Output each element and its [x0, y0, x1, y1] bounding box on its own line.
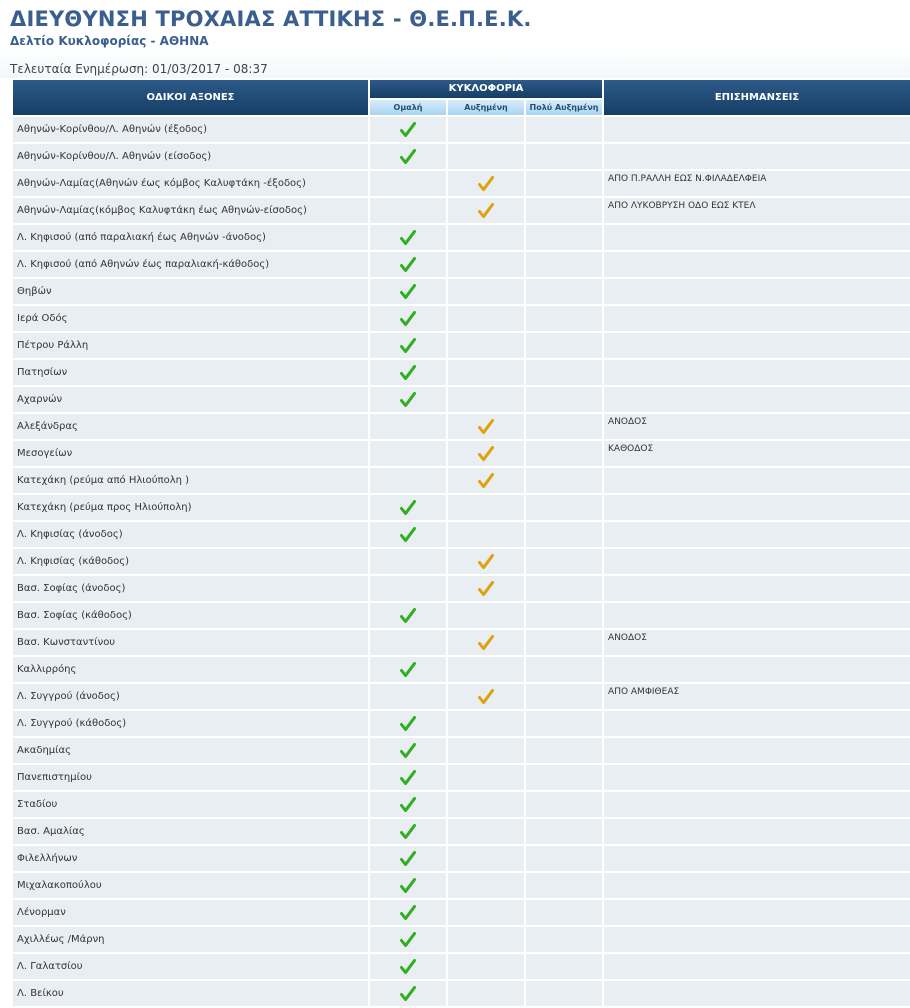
table-row [13, 738, 910, 763]
header-axes: ΟΔΙΚΟΙ ΑΞΟΝΕΣ [13, 80, 368, 115]
page-title: ΔΙΕΥΘΥΝΣΗ ΤΡΟΧΑΙΑΣ ΑΤΤΙΚΗΣ - Θ.Ε.Π.Ε.Κ. [10, 7, 532, 31]
page-subtitle: Δελτίο Κυκλοφορίας - ΑΘΗΝΑ [10, 34, 209, 48]
status-cell [526, 927, 602, 952]
status-cell [526, 468, 602, 493]
status-cell [448, 954, 524, 979]
table-row [13, 684, 910, 709]
status-cell [526, 171, 602, 196]
axis-name: Ιερά Οδός [13, 306, 368, 331]
status-cell [448, 684, 524, 709]
header-traffic: ΚΥΚΛΟΦΟΡΙΑ [370, 80, 602, 98]
note-cell: ΑΠΟ ΛΥΚΟΒΡΥΣΗ ΟΔΟ ΕΩΣ ΚΤΕΛ [604, 198, 910, 223]
green-check-icon [400, 230, 416, 246]
note-cell [604, 549, 910, 574]
note-cell [604, 495, 910, 520]
table-row [13, 495, 910, 520]
axis-name: Αχιλλέως /Μάρνη [13, 927, 368, 952]
axis-name: Λ. Κηφισού (από Αθηνών έως παραλιακή-κάθοδος) [13, 252, 368, 277]
status-cell [526, 792, 602, 817]
status-cell [526, 198, 602, 223]
table-row [13, 414, 910, 439]
status-cell [448, 765, 524, 790]
status-cell [370, 846, 446, 871]
table-row [13, 900, 910, 925]
note-cell [604, 900, 910, 925]
table-row [13, 171, 910, 196]
note-cell [604, 765, 910, 790]
status-cell [448, 252, 524, 277]
status-cell [370, 900, 446, 925]
note-cell: ΑΠΟ Π.ΡΑΛΛΗ ΕΩΣ Ν.ΦΙΛΑΔΕΛΦΕΙΑ [604, 171, 910, 196]
axis-name: Θηβών [13, 279, 368, 304]
table-row [13, 252, 910, 277]
green-check-icon [400, 932, 416, 948]
status-cell [370, 981, 446, 1006]
table-row [13, 630, 910, 655]
table-row [13, 711, 910, 736]
header-status-normal: Ομαλή [370, 100, 446, 115]
status-cell [526, 630, 602, 655]
status-cell [526, 495, 602, 520]
last-updated: Τελευταία Ενημέρωση: 01/03/2017 - 08:37 [10, 62, 268, 76]
orange-check-icon [478, 581, 494, 597]
green-check-icon [400, 500, 416, 516]
status-cell [526, 900, 602, 925]
axis-name: Πατησίων [13, 360, 368, 385]
status-cell [526, 576, 602, 601]
note-cell [604, 927, 910, 952]
note-cell [604, 576, 910, 601]
axis-name: Αθηνών-Κορίνθου/Λ. Αθηνών (είσοδος) [13, 144, 368, 169]
axis-name: Βασ. Σοφίας (κάθοδος) [13, 603, 368, 628]
note-cell [604, 468, 910, 493]
status-cell [448, 738, 524, 763]
table-row [13, 225, 910, 250]
table-row [13, 873, 910, 898]
status-cell [448, 117, 524, 142]
traffic-table [11, 78, 910, 1008]
axis-name: Καλλιρρόης [13, 657, 368, 682]
axis-name: Αχαρνών [13, 387, 368, 412]
header-status-very-increased: Πολύ Αυξημένη [526, 100, 602, 115]
green-check-icon [400, 284, 416, 300]
status-cell [370, 495, 446, 520]
status-cell [448, 225, 524, 250]
table-row [13, 549, 910, 574]
status-cell [448, 981, 524, 1006]
table-row [13, 117, 910, 142]
status-cell [370, 414, 446, 439]
note-cell [604, 657, 910, 682]
status-cell [370, 738, 446, 763]
note-cell: ΑΝΟΔΟΣ [604, 630, 910, 655]
note-cell [604, 603, 910, 628]
status-cell [448, 468, 524, 493]
status-cell [526, 360, 602, 385]
status-cell [370, 198, 446, 223]
table-row [13, 792, 910, 817]
green-check-icon [400, 797, 416, 813]
axis-name: Λ. Κηφισίας (άνοδος) [13, 522, 368, 547]
status-cell [526, 144, 602, 169]
status-cell [448, 198, 524, 223]
status-cell [370, 225, 446, 250]
header-notes: ΕΠΙΣΗΜΑΝΣΕΙΣ [604, 80, 910, 115]
green-check-icon [400, 851, 416, 867]
table-row [13, 657, 910, 682]
status-cell [370, 765, 446, 790]
status-cell [448, 873, 524, 898]
table-row [13, 927, 910, 952]
axis-name: Κατεχάκη (ρεύμα από Ηλιούπολη ) [13, 468, 368, 493]
axis-name: Λ. Βείκου [13, 981, 368, 1006]
orange-check-icon [478, 689, 494, 705]
axis-name: Λένορμαν [13, 900, 368, 925]
axis-name: Βασ. Κωνσταντίνου [13, 630, 368, 655]
green-check-icon [400, 662, 416, 678]
status-cell [526, 711, 602, 736]
status-cell [448, 279, 524, 304]
status-cell [526, 333, 602, 358]
note-cell [604, 981, 910, 1006]
green-check-icon [400, 149, 416, 165]
note-cell [604, 333, 910, 358]
table-row [13, 819, 910, 844]
note-cell: ΑΠΟ ΑΜΦΙΘΕΑΣ [604, 684, 910, 709]
status-cell [448, 711, 524, 736]
green-check-icon [400, 365, 416, 381]
axis-name: Σταδίου [13, 792, 368, 817]
table-row [13, 441, 910, 466]
note-cell [604, 846, 910, 871]
status-cell [526, 252, 602, 277]
green-check-icon [400, 311, 416, 327]
note-cell: ΚΑΘΟΔΟΣ [604, 441, 910, 466]
status-cell [526, 846, 602, 871]
table-row [13, 144, 910, 169]
table-row [13, 603, 910, 628]
orange-check-icon [478, 554, 494, 570]
status-cell [526, 738, 602, 763]
status-cell [370, 927, 446, 952]
status-cell [448, 414, 524, 439]
status-cell [526, 819, 602, 844]
note-cell [604, 387, 910, 412]
status-cell [370, 576, 446, 601]
status-cell [448, 630, 524, 655]
status-cell [448, 846, 524, 871]
status-cell [448, 549, 524, 574]
status-cell [370, 387, 446, 412]
axis-name: Λ. Κηφισίας (κάθοδος) [13, 549, 368, 574]
green-check-icon [400, 608, 416, 624]
note-cell [604, 306, 910, 331]
status-cell [526, 684, 602, 709]
status-cell [526, 657, 602, 682]
status-cell [370, 468, 446, 493]
note-cell [604, 117, 910, 142]
status-cell [370, 171, 446, 196]
green-check-icon [400, 770, 416, 786]
note-cell [604, 522, 910, 547]
table-row [13, 279, 910, 304]
green-check-icon [400, 986, 416, 1002]
header-status-increased: Αυξημένη [448, 100, 524, 115]
orange-check-icon [478, 176, 494, 192]
axis-name: Βασ. Σοφίας (άνοδος) [13, 576, 368, 601]
table-row [13, 522, 910, 547]
status-cell [448, 387, 524, 412]
green-check-icon [400, 527, 416, 543]
axis-name: Αθηνών-Κορίνθου/Λ. Αθηνών (έξοδος) [13, 117, 368, 142]
note-cell [604, 279, 910, 304]
status-cell [448, 576, 524, 601]
axis-name: Κατεχάκη (ρεύμα προς Ηλιούπολη) [13, 495, 368, 520]
status-cell [370, 684, 446, 709]
note-cell [604, 252, 910, 277]
green-check-icon [400, 257, 416, 273]
green-check-icon [400, 905, 416, 921]
status-cell [448, 900, 524, 925]
axis-name: Αθηνών-Λαμίας(Αθηνών έως κόμβος Καλυφτάκη -έξοδος) [13, 171, 368, 196]
table-row [13, 198, 910, 223]
note-cell [604, 954, 910, 979]
green-check-icon [400, 743, 416, 759]
status-cell [526, 765, 602, 790]
note-cell [604, 792, 910, 817]
axis-name: Αθηνών-Λαμίας(κόμβος Καλυφτάκη έως Αθηνών-είσοδος) [13, 198, 368, 223]
status-cell [526, 603, 602, 628]
note-cell [604, 144, 910, 169]
table-row [13, 576, 910, 601]
status-cell [526, 441, 602, 466]
green-check-icon [400, 824, 416, 840]
status-cell [370, 522, 446, 547]
status-cell [448, 333, 524, 358]
orange-check-icon [478, 446, 494, 462]
axis-name: Βασ. Αμαλίας [13, 819, 368, 844]
table-row [13, 333, 910, 358]
axis-name: Πέτρου Ράλλη [13, 333, 368, 358]
status-cell [370, 441, 446, 466]
table-row [13, 765, 910, 790]
green-check-icon [400, 122, 416, 138]
status-cell [370, 144, 446, 169]
status-cell [526, 306, 602, 331]
status-cell [370, 549, 446, 574]
status-cell [370, 252, 446, 277]
table-row [13, 360, 910, 385]
status-cell [370, 954, 446, 979]
status-cell [370, 333, 446, 358]
note-cell [604, 819, 910, 844]
table-row [13, 387, 910, 412]
status-cell [370, 819, 446, 844]
note-cell [604, 873, 910, 898]
status-cell [526, 954, 602, 979]
axis-name: Λ. Συγγρού (άνοδος) [13, 684, 368, 709]
axis-name: Λ. Συγγρού (κάθοδος) [13, 711, 368, 736]
orange-check-icon [478, 203, 494, 219]
table-row [13, 846, 910, 871]
axis-name: Λ. Γαλατσίου [13, 954, 368, 979]
status-cell [370, 360, 446, 385]
status-cell [448, 495, 524, 520]
status-cell [448, 657, 524, 682]
status-cell [448, 819, 524, 844]
status-cell [370, 306, 446, 331]
orange-check-icon [478, 635, 494, 651]
axis-name: Μεσογείων [13, 441, 368, 466]
status-cell [370, 792, 446, 817]
axis-name: Ακαδημίας [13, 738, 368, 763]
axis-name: Φιλελλήνων [13, 846, 368, 871]
orange-check-icon [478, 473, 494, 489]
axis-name: Πανεπιστημίου [13, 765, 368, 790]
green-check-icon [400, 338, 416, 354]
orange-check-icon [478, 419, 494, 435]
note-cell [604, 225, 910, 250]
status-cell [526, 873, 602, 898]
table-row [13, 981, 910, 1006]
status-cell [526, 981, 602, 1006]
status-cell [526, 549, 602, 574]
status-cell [448, 171, 524, 196]
status-cell [526, 414, 602, 439]
green-check-icon [400, 959, 416, 975]
table-row [13, 306, 910, 331]
status-cell [448, 306, 524, 331]
status-cell [370, 657, 446, 682]
note-cell [604, 738, 910, 763]
axis-name: Λ. Κηφισού (από παραλιακή έως Αθηνών -άνοδος) [13, 225, 368, 250]
axis-name: Αλεξάνδρας [13, 414, 368, 439]
table-body [13, 117, 910, 1006]
status-cell [526, 522, 602, 547]
status-cell [448, 603, 524, 628]
status-cell [448, 441, 524, 466]
status-cell [370, 603, 446, 628]
status-cell [448, 792, 524, 817]
note-cell [604, 360, 910, 385]
status-cell [370, 873, 446, 898]
green-check-icon [400, 716, 416, 732]
axis-name: Μιχαλακοπούλου [13, 873, 368, 898]
status-cell [526, 225, 602, 250]
status-cell [448, 144, 524, 169]
status-cell [448, 927, 524, 952]
green-check-icon [400, 392, 416, 408]
status-cell [448, 360, 524, 385]
status-cell [526, 279, 602, 304]
status-cell [370, 279, 446, 304]
status-cell [370, 630, 446, 655]
green-check-icon [400, 878, 416, 894]
status-cell [370, 711, 446, 736]
table-row [13, 954, 910, 979]
note-cell: ΑΝΟΔΟΣ [604, 414, 910, 439]
note-cell [604, 711, 910, 736]
status-cell [370, 117, 446, 142]
status-cell [526, 387, 602, 412]
table-row [13, 468, 910, 493]
status-cell [526, 117, 602, 142]
status-cell [448, 522, 524, 547]
